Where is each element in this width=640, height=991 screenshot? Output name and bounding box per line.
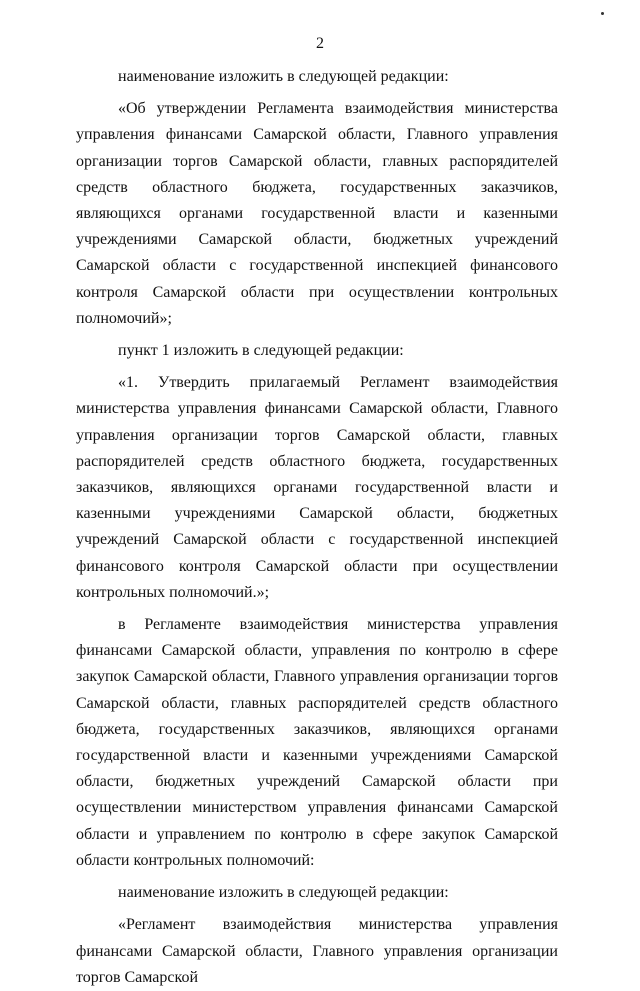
- paragraph-regulation-amendment: в Регламенте взаимодействия министерства управления финансами Самарской области, управления по контролю в сфере закупок Самарской области, Главного управления организации торгов Самарской области, главных распорядителей средств областного бюджета, государственных заказчиков, являющихся органами государственной власти и казенными учреждениями Самарской области, бюджетных учреждений Самарской области при осуществлении министерством управления финансами Самарской области и управлением по контролю в сфере закупок Самарской области контрольных полномочий:: [76, 616, 558, 869]
- scan-mark: [601, 12, 604, 15]
- page-number: 2: [316, 35, 324, 52]
- paragraph-regulation-new-title: «Регламент взаимодействия министерства управления финансами Самарской области, Главного управления организации торгов Самарской: [76, 916, 558, 986]
- document-body: [76, 64, 558, 991]
- paragraph-regulation-title-intro: наименование изложить в следующей редакции:: [118, 884, 449, 902]
- paragraph-title-heading-intro: наименование изложить в следующей редакции:: [118, 68, 449, 85]
- paragraph-point-1-intro: пункт 1 изложить в следующей редакции:: [118, 342, 404, 360]
- paragraph-new-title: «Об утверждении Регламента взаимодействия министерства управления финансами Самарской области, Главного управления организации торгов Самарской области, главных распорядителей средств областного бюджета, государственных заказчиков, являющихся органами государственной власти и казенными учреждениями Самарской области, бюджетных учреждений Самарской области с государственной инспекцией финансового контроля Самарской области при осуществлении контрольных полномочий»;: [76, 100, 558, 327]
- paragraph-point-1-text: «1. Утвердить прилагаемый Регламент взаимодействия министерства управления финансами Самарской области, Главного управления организации торгов Самарской области, главных распорядителей средств областного бюджета, государственных заказчиков, являющихся органами государственной власти и казенными учреждениями Самарской области, бюджетных учреждений Самарской области с государственной инспекцией финансового контроля Самарской области при осуществлении контрольных полномочий.»;: [76, 374, 558, 601]
